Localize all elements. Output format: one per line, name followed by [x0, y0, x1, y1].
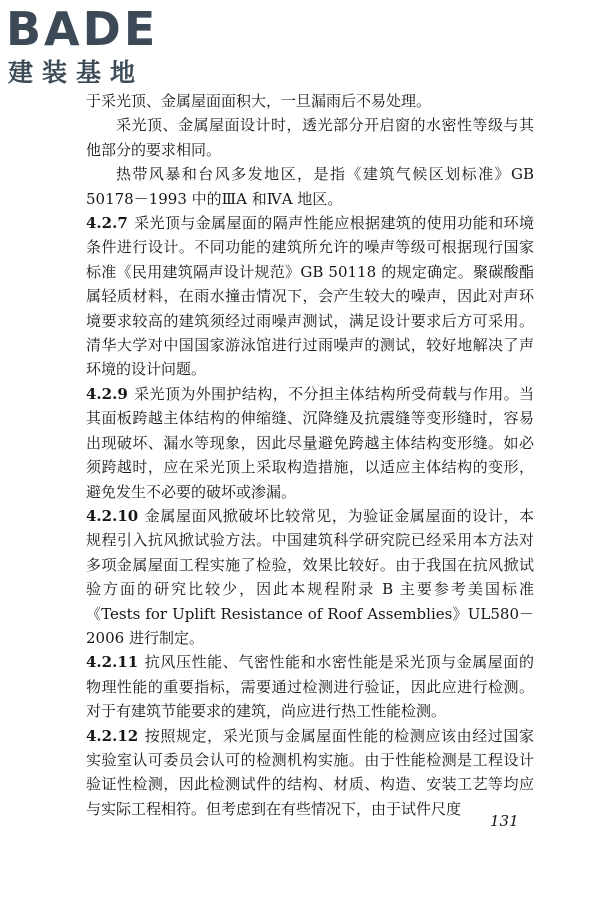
paragraph-text: 热带风暴和台风多发地区，是指《建筑气候区划标准》GB 50178－1993 中的ⅢA 和ⅣA 地区。	[86, 165, 534, 208]
clause-4-2-12	[86, 724, 534, 822]
clause-text: 采光顶与金属屋面的隔声性能应根据建筑的使用功能和环境条件进行设计。不同功能的建筑所允许的噪声等级可根据现行国家标准《民用建筑隔声设计规范》GB 50118 的规定确定。聚碳酸酯属轻质材料，在雨水撞击情况下，会产生较大的噪声，因此对声环境要求较高的建筑须经过雨噪声测试，满足设计要求后方可采用。清华大学对中国国家游泳馆进行过雨噪声的测试，较好地解决了声环境的设计问题。	[86, 214, 534, 379]
paragraph-text: 于采光顶、金属屋面面积大，一旦漏雨后不易处理。	[86, 92, 432, 110]
clause-text: 抗风压性能、气密性能和水密性能是采光顶与金属屋面的物理性能的重要指标，需要通过检测进行验证，因此应进行检测。对于有建筑节能要求的建筑，尚应进行热工性能检测。	[86, 653, 534, 721]
paragraph-text: 采光顶、金属屋面设计时，透光部分开启窗的水密性等级与其他部分的要求相同。	[86, 116, 534, 159]
clause-4-2-11	[86, 650, 534, 723]
clause-number: 4.2.9	[86, 384, 128, 403]
page-number: 131	[490, 812, 519, 830]
document-body	[86, 89, 534, 821]
logo-wordmark: BADE	[6, 2, 159, 56]
clause-text: 采光顶为外围护结构，不分担主体结构所受荷载与作用。当其面板跨越主体结构的伸缩缝、沉降缝及抗震缝等变形缝时，容易出现破坏、漏水等现象，因此尽量避免跨越主体结构变形缝。如必须跨越时，应在采光顶上采取构造措施，以适应主体结构的变形，避免发生不必要的破坏或渗漏。	[86, 384, 534, 501]
clause-text: 金属屋面风掀破坏比较常见，为验证金属屋面的设计，本规程引入抗风掀试验方法。中国建筑科学研究院已经采用本方法对多项金属屋面工程实施了检验，效果比较好。由于我国在抗风掀试验方面的研究比较少，因此本规程附录 B 主要参考美国标准《Tests for Uplift Resistance of Roof Assemblies》UL580－2006 进行制定。	[86, 506, 534, 647]
clause-number: 4.2.7	[86, 214, 128, 233]
paragraph	[86, 89, 534, 113]
clause-number: 4.2.12	[86, 726, 139, 745]
paragraph	[86, 162, 534, 211]
clause-number: 4.2.10	[86, 506, 139, 525]
clause-text: 按照规定，采光顶与金属屋面性能的检测应该由经过国家实验室认可委员会认可的检测机构实施。由于性能检测是工程设计验证性检测，因此检测试件的结构、材质、构造、安装工艺等均应与实际工程相符。但考虑到在有些情况下，由于试件尺度	[86, 726, 534, 818]
clause-4-2-9	[86, 382, 534, 504]
clause-4-2-10	[86, 504, 534, 650]
clause-number: 4.2.11	[86, 653, 139, 672]
brand-logo	[6, 4, 186, 90]
clause-4-2-7	[86, 211, 534, 382]
paragraph	[86, 113, 534, 162]
logo-subtitle: 建装基地	[8, 58, 145, 87]
